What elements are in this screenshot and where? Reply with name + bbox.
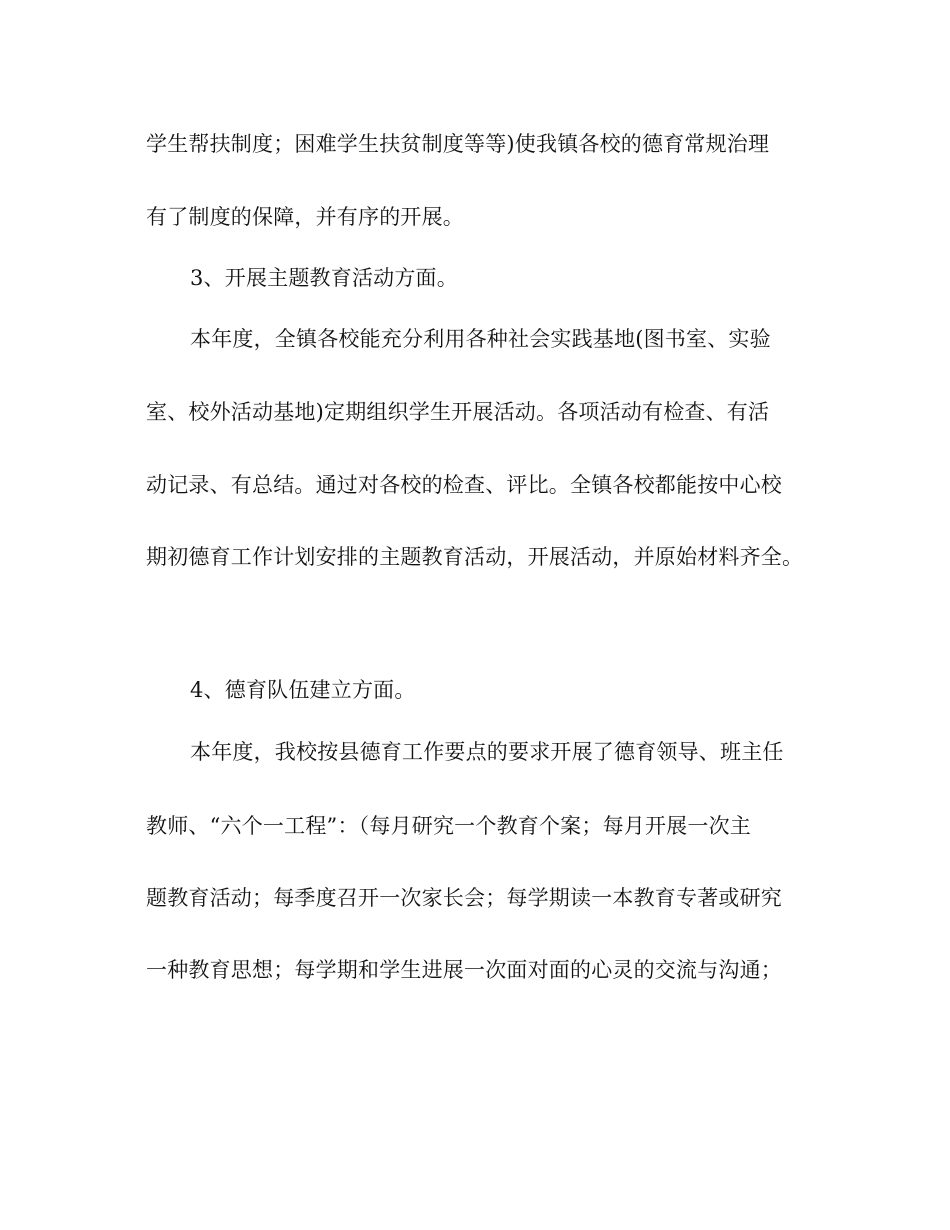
text-line-6: 动记录、有总结。通过对各校的检查、评比。全镇各校都能按中心校 [146, 473, 782, 497]
section-heading-3: 3、开展主题教育活动方面。 [190, 266, 458, 290]
text-line-10: 教师、“六个一工程”：（每月研究一个教育个案；每月开展一次主 [146, 814, 751, 838]
text-line-2: 有了制度的保障，并有序的开展。 [146, 205, 464, 229]
section-heading-4: 4、德育队伍建立方面。 [190, 678, 416, 702]
text-line-9: 本年度，我校按县德育工作要点的要求开展了德育领导、班主任 [190, 740, 784, 764]
text-line-4: 本年度，全镇各校能充分利用各种社会实践基地(图书室、实验 [190, 327, 771, 351]
text-line-1: 学生帮扶制度；困难学生扶贫制度等等)使我镇各校的德育常规治理 [146, 132, 770, 156]
text-line-12: 一种教育思想；每学期和学生进展一次面对面的心灵的交流与沟通； [146, 958, 782, 982]
text-line-11: 题教育活动；每季度召开一次家长会；每学期读一本教育专著或研究 [146, 886, 782, 910]
text-line-7: 期初德育工作计划安排的主题教育活动，开展活动，并原始材料齐全。 [146, 545, 804, 569]
text-line-5: 室、校外活动基地)定期组织学生开展活动。各项活动有检查、有活 [146, 400, 770, 424]
